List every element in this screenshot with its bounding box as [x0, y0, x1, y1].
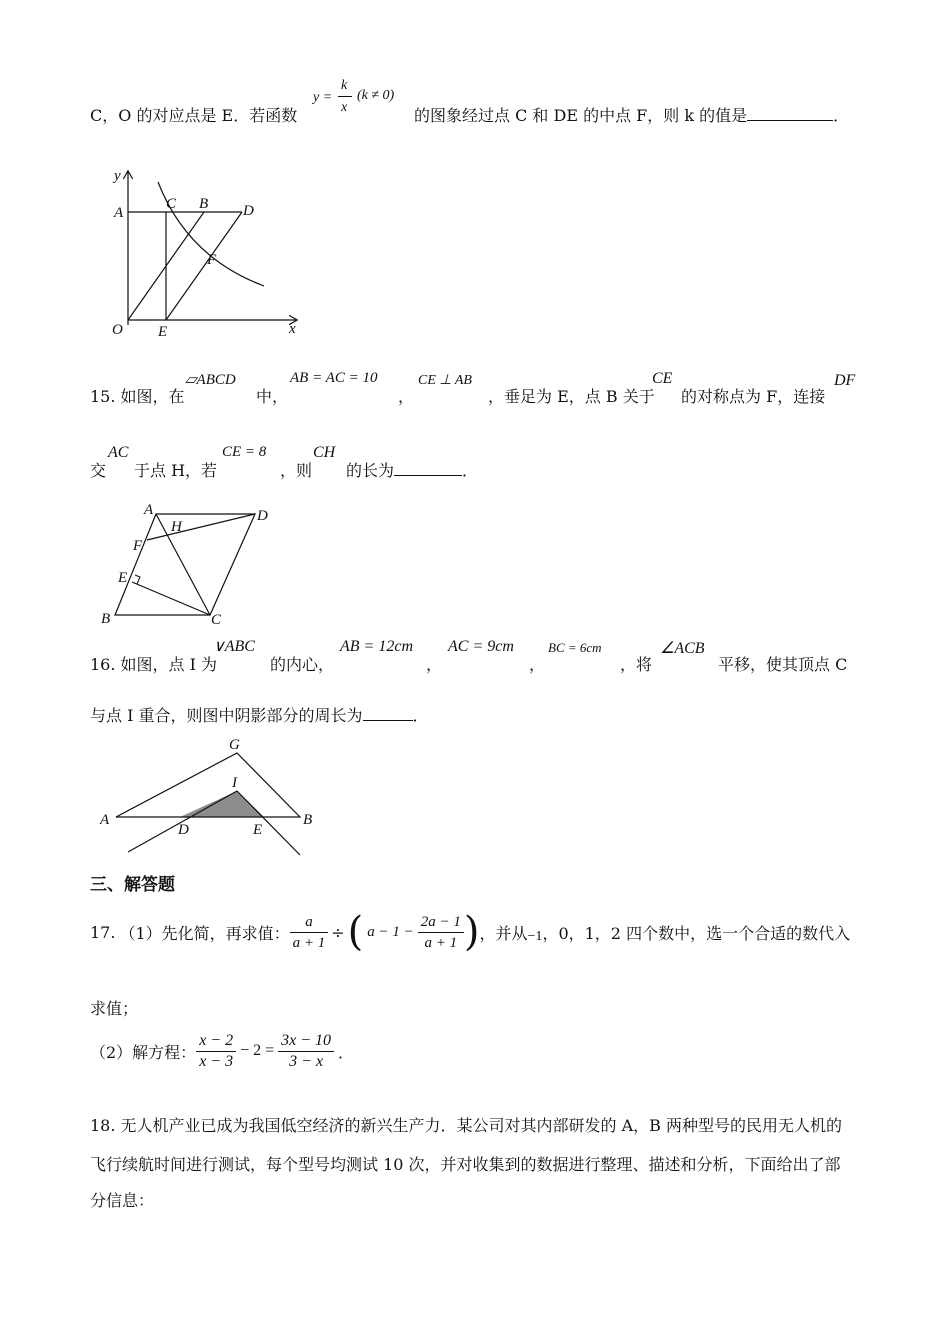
q15-ce8: CE = 8 [222, 444, 267, 460]
q16-ab: AB = 12cm [340, 638, 413, 655]
fig14-label-y: y [114, 168, 121, 184]
q17-line2 [90, 1025, 354, 1077]
q15-t4: 的对称点为 F，连接 [681, 387, 826, 406]
q15-number: 15. [90, 387, 116, 406]
fig16-label-A: A [100, 812, 110, 828]
q15-t2: 中， [256, 387, 289, 406]
q17-g2-numerator: 3x − 10 [278, 1031, 334, 1052]
q15-line2-tail [346, 458, 478, 481]
q17-equation-rhs [278, 1031, 334, 1072]
q17-g1-denominator: x − 3 [199, 1052, 234, 1070]
q18-line3: 分信息： [90, 1191, 155, 1210]
fig14-label-B: B [199, 196, 209, 212]
fig15-label-C: C [211, 612, 222, 628]
fig16-label-E: E [253, 822, 263, 838]
q18-line1: 18. 无人机产业已成为我国低空经济的新兴生产力．某公司对其内部研发的 A，B 两种型号的民用无人机的 [90, 1116, 843, 1135]
fig14-label-F: F [207, 252, 217, 268]
fig14-label-C: C [166, 196, 177, 212]
fig16-label-I: I [232, 775, 237, 791]
q15-ch: CH [313, 444, 336, 461]
q14-fn-cond: (k ≠ 0) [357, 88, 395, 103]
q15-end: ． [462, 461, 479, 480]
q16-figure [98, 735, 328, 860]
fig15-label-D: D [257, 508, 268, 524]
q16-t1: 如图，点 I 为 [120, 655, 218, 674]
q15-figure [98, 500, 288, 630]
q14-fn-x: x [341, 100, 348, 115]
q16-ac: AC = 9cm [448, 638, 514, 655]
q15-l2a: 交 [90, 461, 107, 480]
q17-g1-numerator: x − 2 [196, 1031, 236, 1052]
q14-answer-blank[interactable] [747, 106, 833, 121]
q15-parallelogram: ▱ABCD [185, 372, 236, 388]
q16-line1 [90, 652, 217, 675]
q16-answer-blank[interactable] [363, 706, 413, 721]
fig16-label-G: G [229, 737, 240, 753]
q15-eq1: AB = AC = 10 [290, 370, 378, 386]
q16-tri: ∨ABC [213, 638, 255, 655]
q17-p1d: 求值； [90, 999, 139, 1018]
q15-t3: ，垂足为 E，点 B 关于 [488, 387, 655, 406]
fig15-label-H: H [171, 519, 182, 535]
q17-f1-denominator: a + 1 [292, 934, 326, 951]
q15-l2c: ，则 [280, 461, 313, 480]
q15-ac: AC [108, 444, 129, 461]
q15-comma: ， [398, 387, 415, 406]
fig15-label-E: E [118, 570, 128, 586]
q17-neg1: −1 [527, 929, 543, 944]
q15-t1: 如图，在 [120, 387, 185, 406]
q15-perp: CE ⊥ AB [418, 373, 472, 388]
q15-l2d: 的长为 [346, 461, 395, 480]
q17-f1-numerator: a [290, 912, 329, 933]
q17-end: ． [338, 1042, 355, 1062]
fig14-label-E: E [158, 324, 168, 340]
q14-fraction-bar [338, 96, 352, 97]
q17-p1: （1）先化简，再求值： [119, 923, 290, 943]
q17-f2-numerator: 2a − 1 [418, 912, 464, 933]
q16-t2: 的内心， [270, 655, 335, 674]
q14-line-tail [414, 103, 849, 126]
q14-pre: C，O 的对应点是 E．若函数 [90, 106, 298, 125]
q16-c1: ， [426, 655, 443, 674]
fig15-label-B: B [101, 611, 111, 627]
q17-f2-denominator: a + 1 [424, 934, 458, 951]
q18-line2: 飞行续航时间进行测试，每个型号均测试 10 次，并对收集到的数据进行整理、描述和分析，下面给出了部 [90, 1155, 841, 1174]
q15-line1 [90, 384, 185, 407]
q14-post: 的图象经过点 C 和 DE 的中点 F，则 k 的值是 [414, 106, 748, 125]
q17-g2-denominator: 3 − x [289, 1052, 324, 1070]
q17-p2: （2）解方程： [90, 1042, 197, 1062]
q16-t3: ，将 [620, 655, 653, 674]
fig16-label-D: D [178, 822, 189, 838]
q17-pa: a − 1 − [367, 923, 414, 940]
q17-number: 17. [90, 922, 116, 942]
q14-end: ． [833, 106, 850, 125]
q14-line [90, 103, 297, 126]
fig15-label-F: F [133, 538, 143, 554]
q17-p1c: ，0，1，2 四个数中，选一个合适的数代入 [542, 923, 851, 943]
q16-end: ． [412, 706, 429, 725]
fig15-label-A: A [144, 502, 154, 518]
q17-line1 [90, 908, 850, 956]
q16-l2: 与点 I 重合，则图中阴影部分的周长为 [90, 706, 363, 725]
q17-fraction-2 [418, 912, 464, 953]
q16-t4: 平移，使其顶点 C [718, 655, 848, 674]
q16-angle: ∠ACB [660, 640, 705, 657]
fig14-label-A: A [114, 205, 124, 221]
q15-df: DF [834, 372, 856, 389]
q17-minus2: − 2 = [240, 1042, 275, 1059]
q17-equation-lhs [196, 1031, 236, 1072]
fig16-label-B: B [303, 812, 313, 828]
section-heading: 三、解答题 [90, 875, 175, 895]
q17-divide: ÷ [331, 922, 345, 942]
fig14-label-x: x [289, 321, 296, 337]
q15-answer-blank[interactable] [394, 461, 462, 476]
q15-line2 [90, 458, 106, 481]
q17-fraction-1 [290, 912, 329, 953]
fig14-label-D: D [243, 203, 254, 219]
q17-paren-left: ( [347, 909, 364, 955]
q17-p1b: ，并从 [479, 923, 528, 943]
q15-ce: CE [652, 370, 673, 387]
q14-figure [100, 160, 310, 345]
q17-paren-right: ) [463, 909, 480, 955]
q16-c2: ， [529, 655, 546, 674]
q16-line2 [90, 703, 429, 726]
q16-number: 16. [90, 655, 116, 674]
q14-fn-y: y = [313, 90, 333, 105]
q16-bc: BC = 6cm [548, 640, 602, 655]
q14-fn-k: k [341, 78, 348, 93]
q15-l2b: 于点 H，若 [134, 461, 218, 480]
fig14-label-O: O [112, 322, 123, 338]
